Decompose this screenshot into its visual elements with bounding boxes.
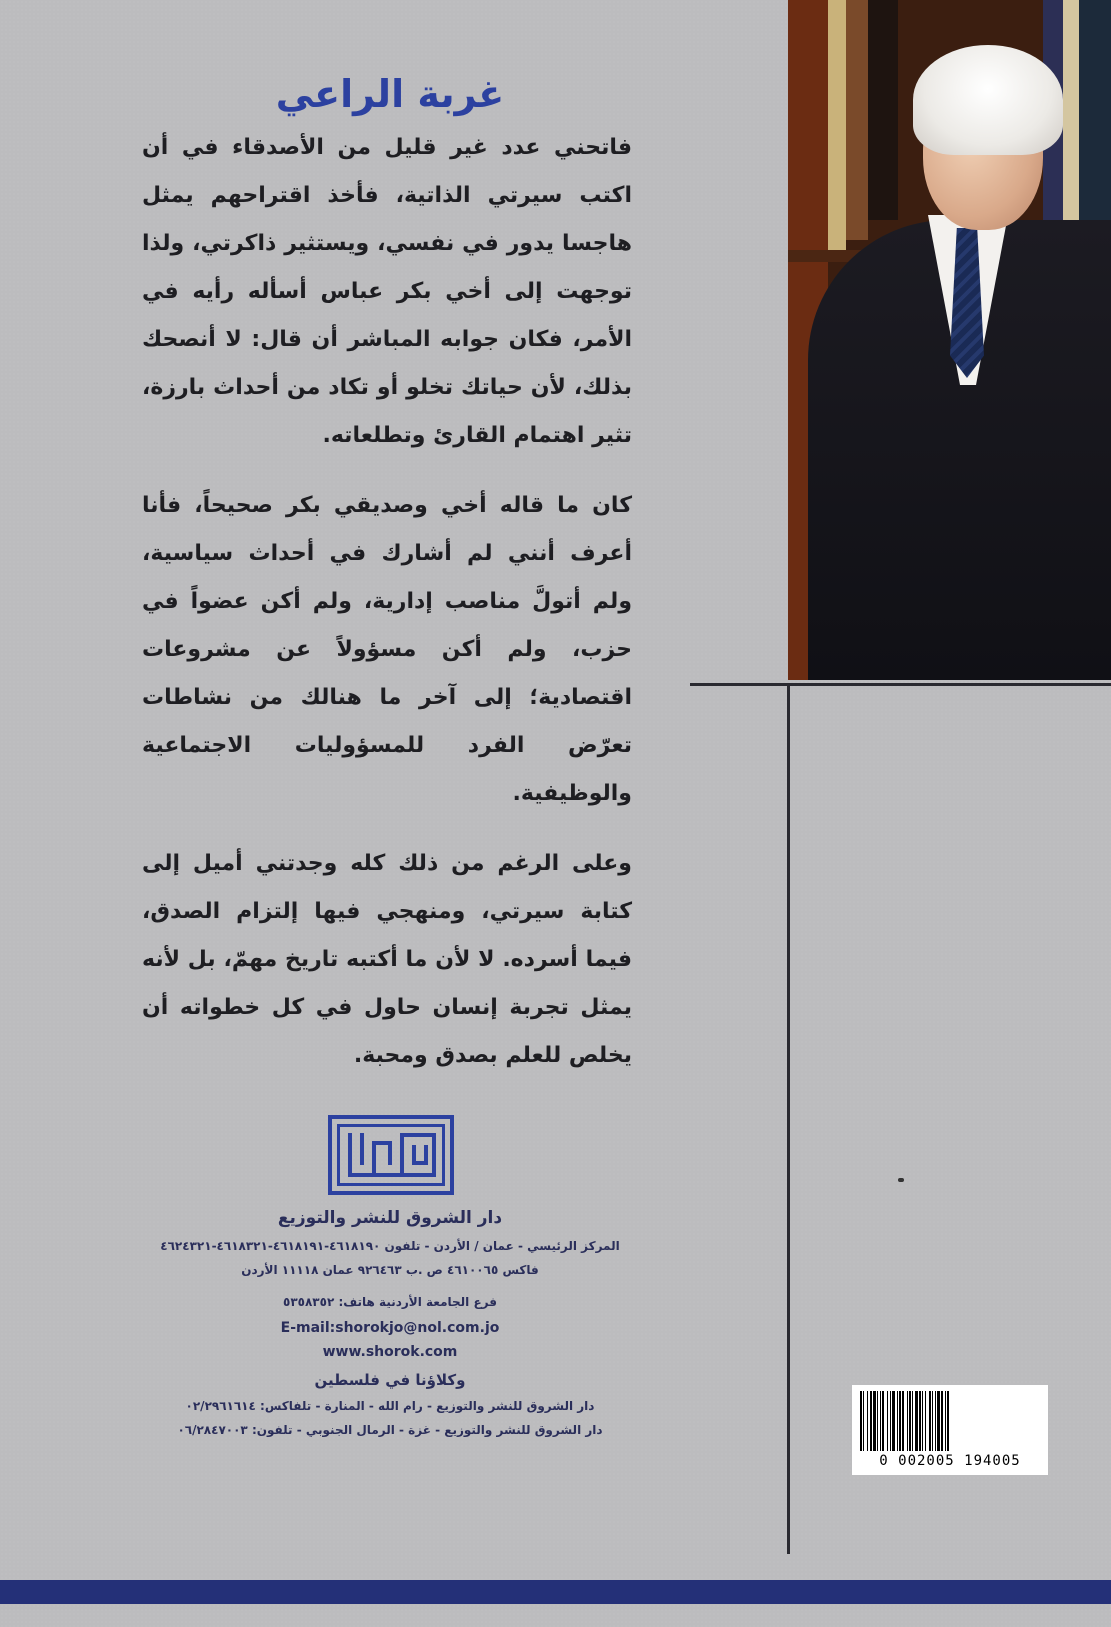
horizontal-rule: [690, 683, 1111, 686]
blurb: [142, 124, 632, 1102]
publisher-name: دار الشروق للنشر والتوزيع: [277, 1208, 503, 1228]
book-title: غربة الراعي: [275, 72, 505, 116]
blurb-paragraph: وعلى الرغم من ذلك كله وجدتني أميل إلى كتابة سيرتي، ومنهجي فيها إلتزام الصدق، فيما أسرده. لا لأن ما أكتبه تاريخ مهمّ، بل لأنه يمثل تجربة إنسان حاول في كل خطواته أن يخلص للعلم بصدق ومحبة.: [142, 851, 632, 1068]
shorouk-kufic-logo-icon: [328, 1115, 454, 1195]
blurb-paragraph: كان ما قاله أخي وصديقي بكر صحيحاً، فأنا أعرف أنني لم أشارك في أحداث سياسية، ولم أتولَّ مناصب إدارية، ولم أكن عضواً في حزب، ولم أكن مسؤولاً عن مشروعات اقتصادية؛ إلى آخر ما هنالك من نشاطات تعرّض الفرد للمسؤوليات الاجتماعية والوظيفية.: [142, 493, 632, 806]
publisher-fax-po: فاكس ٤٦١٠٠٦٥ ص .ب ٩٢٦٤٦٣ عمان ١١١١٨ الأردن: [241, 1263, 539, 1277]
barcode-digits: 0 002005 194005: [879, 1453, 1021, 1469]
vertical-rule: [787, 684, 790, 1554]
barcode-bars: [860, 1391, 1040, 1451]
publisher-website: www.shorok.com: [322, 1344, 458, 1360]
publisher-info: [120, 1208, 660, 1442]
publisher-branch: فرع الجامعة الأردنية هاتف: ٥٣٥٨٣٥٢: [283, 1295, 497, 1309]
publisher-head-office: المركز الرئيسي - عمان / الأردن - تلفون ٤٦١٨١٩٠-٤٦١٨١٩١-٤٦١٨٣٢١-٤٦٢٤٣٢١: [160, 1239, 620, 1253]
agent-gaza: دار الشروق للنشر والتوزيع - غزة - الرمال الجنوبي - تلفون: ٠٦/٢٨٤٧٠٠٣: [177, 1423, 603, 1437]
bottom-stripe: [0, 1580, 1111, 1604]
agent-ramallah: دار الشروق للنشر والتوزيع - رام الله - المنارة - تلفاكس: ٠٢/٢٩٦١٦١٤: [185, 1399, 595, 1413]
blurb-paragraph: فاتحني عدد غير قليل من الأصدقاء في أن اكتب سيرتي الذاتية، فأخذ اقتراحهم يمثل هاجسا يدور في نفسي، ويستثير ذاكرتي، ولذا توجهت إلى أخي بكر عباس أسأله رأيه في الأمر، فكان جوابه المباشر أن قال: لا أنصحك بذلك، لأن حياتك تخلو أو تكاد من أحداث بارزة، تثير اهتمام القارئ وتطلعاته.: [142, 135, 632, 448]
agents-title: وكلاؤنا في فلسطين: [314, 1371, 466, 1389]
isbn-barcode: [852, 1385, 1048, 1475]
speck: [898, 1178, 904, 1182]
publisher-email: E-mail:shorokjo@nol.com.jo: [280, 1320, 500, 1336]
author-photo: [788, 0, 1111, 680]
author-hair: [913, 45, 1063, 155]
